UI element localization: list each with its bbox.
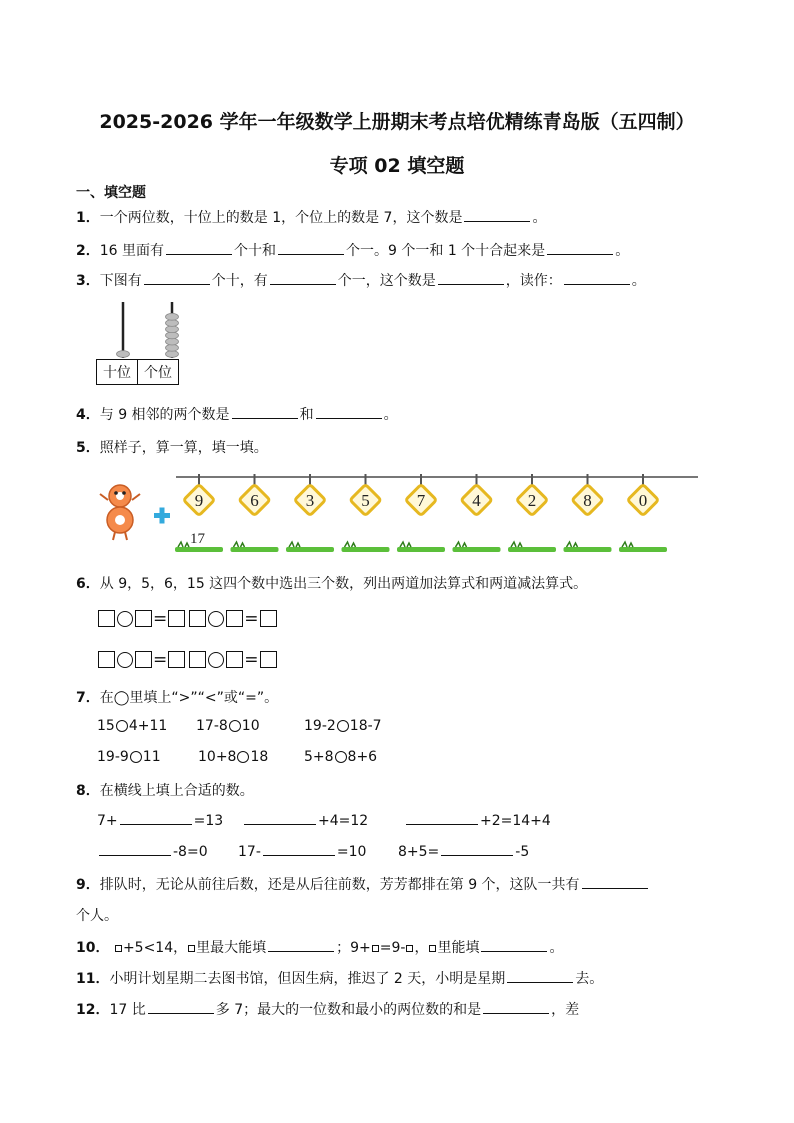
grass-strip bbox=[397, 542, 445, 552]
answer-box[interactable] bbox=[189, 610, 206, 627]
compare-item: 19-2 18-7 bbox=[304, 718, 382, 734]
answer-box[interactable] bbox=[226, 651, 243, 668]
question-number: 8． bbox=[76, 783, 100, 799]
question-5 bbox=[76, 437, 268, 457]
answer-box[interactable] bbox=[98, 651, 115, 668]
question-9-line2: 个人。 bbox=[76, 908, 118, 924]
question-text: 在横线上填上合适的数。 bbox=[99, 783, 254, 799]
compare-item: 17-8 10 bbox=[196, 718, 260, 734]
compare-circle[interactable] bbox=[130, 751, 142, 763]
equation-row-2 bbox=[98, 649, 277, 670]
answer-blank[interactable] bbox=[481, 939, 547, 952]
operator-circle[interactable] bbox=[117, 611, 133, 627]
answer-blank[interactable] bbox=[144, 272, 210, 285]
question-text: 从 9，5，6，15 这四个数中选出三个数，列出两道加法算式和两道减法算式。 bbox=[99, 576, 588, 592]
question-number: 9． bbox=[76, 877, 100, 893]
compare-item: 15 4+11 bbox=[97, 718, 168, 734]
answer-blank[interactable] bbox=[438, 272, 504, 285]
number-card bbox=[461, 474, 492, 516]
equals-sign: = bbox=[153, 608, 168, 629]
number-card bbox=[516, 474, 547, 516]
question-number: 1． bbox=[76, 210, 100, 226]
question-3 bbox=[76, 270, 646, 290]
grass-strip bbox=[564, 542, 612, 552]
answer-blank[interactable] bbox=[120, 812, 192, 825]
compare-item: 5+8 8+6 bbox=[304, 749, 378, 765]
abacus-bead bbox=[166, 313, 179, 320]
equation-row-1 bbox=[98, 608, 277, 629]
question-text: 排队时，无论从前往后数，还是从后往前数，芳芳都排在第 9 个，这队一共有 bbox=[99, 877, 580, 893]
mascot-eight-icon bbox=[100, 485, 140, 540]
question-text: 16 里面有 bbox=[99, 243, 165, 259]
abacus-bead bbox=[166, 344, 179, 351]
answer-blank[interactable] bbox=[232, 406, 298, 419]
equals-sign: = bbox=[244, 608, 259, 629]
square-symbol bbox=[429, 945, 436, 952]
answer-box[interactable] bbox=[135, 610, 152, 627]
card-number: 6 bbox=[250, 491, 259, 510]
question-text: 在◯里填上“>”“<”或“=”。 bbox=[99, 690, 279, 706]
fill-item: +4=12 bbox=[242, 812, 368, 829]
abacus-place-table bbox=[96, 359, 179, 385]
fill-item: 8+5= -5 bbox=[398, 844, 530, 860]
question-number: 11． bbox=[76, 971, 110, 987]
answer-box[interactable] bbox=[260, 610, 277, 627]
question-10: 10． +5<14， 里最大能填 ；9+ =9- ， 里能填 。 bbox=[76, 940, 564, 956]
compare-item: 19-9 11 bbox=[97, 749, 161, 765]
card-number: 4 bbox=[472, 491, 481, 510]
answer-blank[interactable] bbox=[483, 1001, 549, 1014]
answer-box[interactable] bbox=[168, 610, 185, 627]
answer-blank[interactable] bbox=[268, 939, 334, 952]
compare-circle[interactable] bbox=[237, 751, 249, 763]
punctuation: 。 bbox=[532, 210, 547, 226]
operator-circle[interactable] bbox=[208, 652, 224, 668]
card-number: 8 bbox=[583, 491, 592, 510]
question-1 bbox=[76, 207, 546, 227]
section-heading: 一、填空题 bbox=[76, 185, 146, 201]
question-text: 下图有 bbox=[99, 273, 142, 289]
answer-blank[interactable] bbox=[547, 242, 613, 255]
abacus-figure bbox=[96, 300, 206, 360]
question-8 bbox=[76, 780, 254, 800]
answer-blank[interactable] bbox=[166, 242, 232, 255]
compare-circle[interactable] bbox=[337, 720, 349, 732]
question-text: 个十和 bbox=[234, 243, 277, 259]
answer-box[interactable] bbox=[135, 651, 152, 668]
answer-box[interactable] bbox=[168, 651, 185, 668]
answer-blank[interactable] bbox=[99, 843, 171, 856]
abacus-bead bbox=[166, 351, 179, 358]
question-number: 3． bbox=[76, 273, 100, 289]
abacus-bead bbox=[166, 320, 179, 327]
card-number: 5 bbox=[361, 491, 370, 510]
question-7 bbox=[76, 687, 278, 707]
fill-item: 7+ =13 bbox=[97, 813, 224, 829]
question-number: 7． bbox=[76, 690, 100, 706]
answer-blank[interactable] bbox=[263, 843, 335, 856]
question-12: 12．17 比 多 7；最大的一位数和最小的两位数的和是 ，差 bbox=[76, 1002, 580, 1018]
question-number: 5． bbox=[76, 440, 100, 456]
abacus-bead bbox=[117, 351, 130, 358]
square-symbol bbox=[115, 945, 122, 952]
square-symbol bbox=[372, 945, 379, 952]
abacus-bead bbox=[166, 326, 179, 333]
number-card bbox=[294, 474, 325, 516]
number-card bbox=[350, 474, 381, 516]
fill-item: 17- =10 bbox=[238, 844, 367, 860]
answer-blank[interactable] bbox=[270, 272, 336, 285]
question-text: 个一。9 个一和 1 个十合起来是 bbox=[346, 243, 546, 259]
compare-circle[interactable] bbox=[116, 720, 128, 732]
card-number: 3 bbox=[305, 491, 315, 510]
abacus-bead bbox=[166, 332, 179, 339]
question-4 bbox=[76, 404, 398, 424]
grass-strip bbox=[231, 542, 279, 552]
page-title: 2025-2026 学年一年级数学上册期末考点培优精练青岛版（五四制） bbox=[99, 111, 695, 133]
card-number: 9 bbox=[194, 491, 204, 510]
question-number: 6． bbox=[76, 576, 100, 592]
equals-sign: = bbox=[244, 649, 259, 670]
example-answer: 17 bbox=[190, 531, 205, 547]
number-card bbox=[405, 474, 436, 516]
grass-strip bbox=[286, 542, 334, 552]
question-text: ，读作： bbox=[505, 273, 562, 289]
ones-beads bbox=[166, 313, 179, 357]
punctuation: 。 bbox=[383, 407, 398, 423]
tens-beads bbox=[117, 351, 130, 358]
answer-blank[interactable] bbox=[582, 876, 648, 889]
answer-box[interactable] bbox=[226, 610, 243, 627]
card-number: 2 bbox=[527, 491, 537, 510]
abacus-bead bbox=[166, 338, 179, 345]
fill-item: -8=0 bbox=[97, 843, 208, 860]
answer-box[interactable] bbox=[189, 651, 206, 668]
answer-blank[interactable] bbox=[464, 209, 530, 222]
answer-blank[interactable] bbox=[316, 406, 382, 419]
operator-circle[interactable] bbox=[117, 652, 133, 668]
question-text: 个十，有 bbox=[211, 273, 268, 289]
question-text: 个一，这个数是 bbox=[337, 273, 436, 289]
compare-circle[interactable] bbox=[229, 720, 241, 732]
question-text: 照样子，算一算，填一填。 bbox=[99, 440, 268, 456]
number-card bbox=[627, 474, 658, 516]
answer-blank[interactable] bbox=[406, 812, 478, 825]
answer-blank[interactable] bbox=[148, 1001, 214, 1014]
question-9 bbox=[76, 874, 650, 894]
card-number: 0 bbox=[638, 491, 648, 510]
question-number: 12． bbox=[76, 1002, 110, 1018]
question-number: 4． bbox=[76, 407, 100, 423]
question-11: 11．小明计划星期二去图书馆，但因生病，推迟了 2 天，小明是星期 去。 bbox=[76, 971, 604, 987]
ones-place-label: 个位 bbox=[138, 360, 179, 385]
number-card bbox=[572, 474, 603, 516]
grass-strip bbox=[508, 542, 556, 552]
square-symbol bbox=[406, 945, 413, 952]
question-text: 和 bbox=[299, 407, 314, 423]
answer-blank[interactable] bbox=[278, 242, 344, 255]
punctuation: 。 bbox=[615, 243, 630, 259]
answer-box[interactable] bbox=[98, 610, 115, 627]
number-card bbox=[239, 474, 270, 516]
square-symbol bbox=[188, 945, 195, 952]
question-6 bbox=[76, 573, 587, 593]
tens-place-label: 十位 bbox=[97, 360, 138, 385]
answer-blank[interactable] bbox=[564, 272, 630, 285]
page-subtitle: 专项 02 填空题 bbox=[329, 155, 465, 177]
answer-blank[interactable] bbox=[244, 812, 316, 825]
compare-circle[interactable] bbox=[335, 751, 347, 763]
equals-sign: = bbox=[153, 649, 168, 670]
plus-icon bbox=[154, 508, 170, 524]
punctuation: 。 bbox=[631, 273, 646, 289]
number-cards-figure bbox=[98, 468, 698, 558]
card-number: 7 bbox=[416, 491, 426, 510]
question-text: 一个两位数，十位上的数是 1，个位上的数是 7，这个数是 bbox=[99, 210, 463, 226]
grass-strip bbox=[619, 542, 667, 552]
answer-blank[interactable] bbox=[441, 843, 513, 856]
question-number: 10． bbox=[76, 940, 110, 956]
question-text: 与 9 相邻的两个数是 bbox=[99, 407, 230, 423]
answer-blank[interactable] bbox=[507, 970, 573, 983]
question-text: 小明计划星期二去图书馆，但因生病，推迟了 2 天，小明是星期 bbox=[109, 971, 506, 987]
grass-strip bbox=[453, 542, 501, 552]
number-card bbox=[183, 474, 214, 516]
compare-item: 10+8 18 bbox=[198, 749, 269, 765]
operator-circle[interactable] bbox=[208, 611, 224, 627]
question-number: 2． bbox=[76, 243, 100, 259]
grass-strip bbox=[342, 542, 390, 552]
fill-item: +2=14+4 bbox=[404, 812, 551, 829]
question-2 bbox=[76, 240, 629, 260]
answer-box[interactable] bbox=[260, 651, 277, 668]
